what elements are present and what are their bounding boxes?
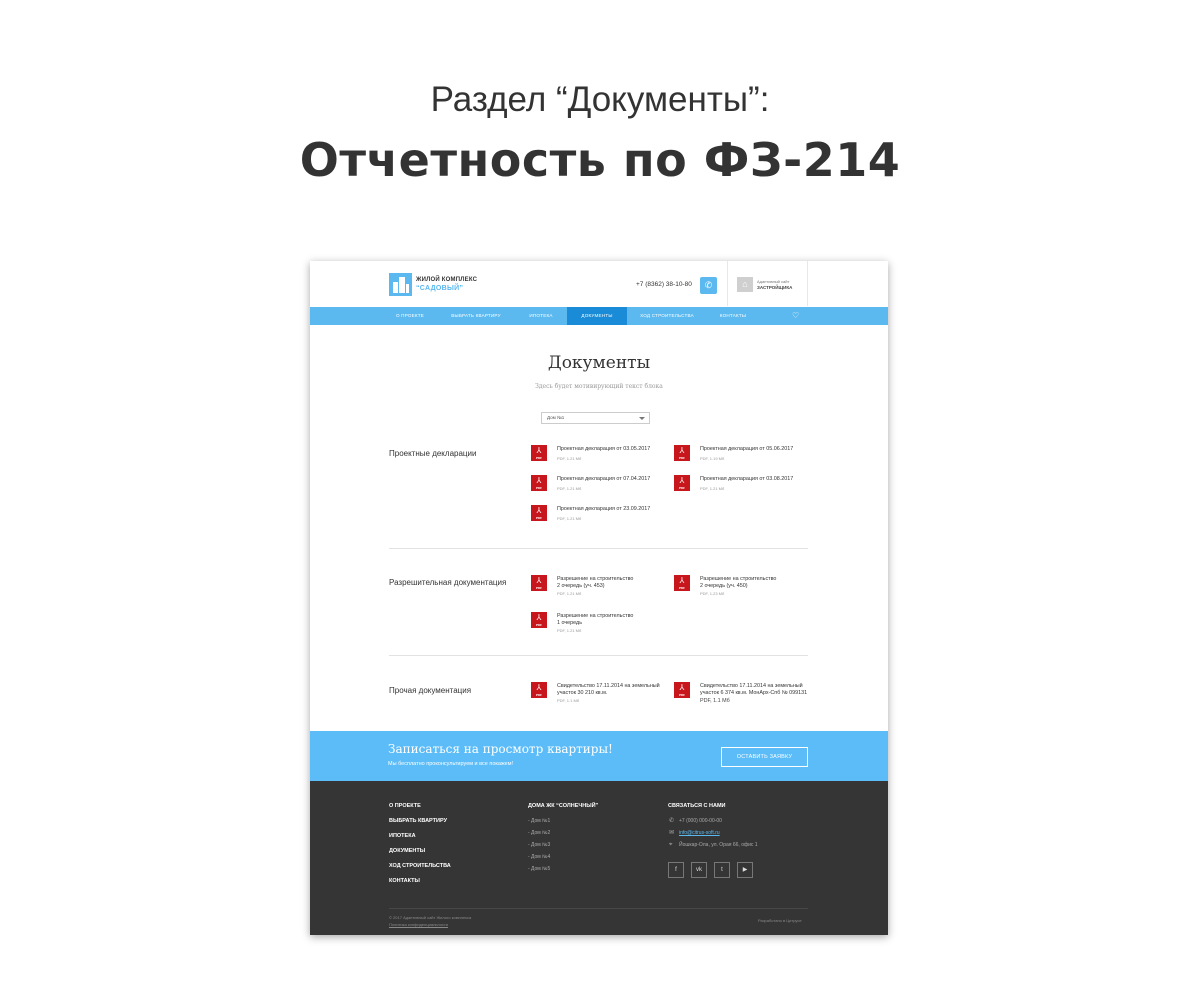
footer-phone[interactable]: +7 (000) 000-00-00 xyxy=(679,818,722,824)
documents-title: Документы xyxy=(547,353,651,373)
building-logo-icon[interactable] xyxy=(389,273,412,296)
hero-subtitle: Раздел “Документы”: xyxy=(430,80,770,119)
document-name[interactable]: Разрешение на строительство 2 очередь (уч. 450) xyxy=(700,576,777,589)
nav-item-mortgage[interactable]: ИПОТЕКА xyxy=(529,313,553,318)
footer-divider xyxy=(389,908,808,909)
section-label-other: Прочая документация xyxy=(389,686,472,695)
pdf-icon: ⅄ PDF xyxy=(531,575,547,591)
footer-link-about[interactable]: О ПРОЕКТЕ xyxy=(389,803,421,809)
footer-house-link[interactable]: - Дом №3 xyxy=(528,842,551,848)
pdf-icon: ⅄ PDF xyxy=(531,682,547,698)
document-meta: PDF, 1.1 Мб xyxy=(700,698,730,704)
developer-label: ЗАСТРОЙЩИКА xyxy=(757,285,793,290)
leave-request-button[interactable]: ОСТАВИТЬ ЗАЯВКУ xyxy=(721,747,808,767)
hero-title: Отчетность по ФЗ-214 xyxy=(299,133,901,187)
site-header xyxy=(310,261,888,306)
document-name[interactable]: Проектная декларация от 05.06.2017 xyxy=(700,446,794,452)
chevron-down-icon xyxy=(639,417,645,420)
pdf-icon: ⅄ PDF xyxy=(531,505,547,521)
heart-icon[interactable]: ♡ xyxy=(792,311,800,320)
document-meta: PDF, 1.21 Мб xyxy=(557,628,582,633)
footer-house-link[interactable]: - Дом №5 xyxy=(528,866,551,872)
nav-item-about[interactable]: О ПРОЕКТЕ xyxy=(395,313,425,318)
phone-icon: ✆ xyxy=(704,280,713,290)
header-phone[interactable]: +7 (8362) 38-10-80 xyxy=(636,281,692,288)
documents-subtitle: Здесь будет мотивирующий текст блока xyxy=(535,383,663,390)
main-nav xyxy=(310,307,888,325)
footer-contacts-heading: СВЯЗАТЬСЯ С НАМИ xyxy=(668,803,726,809)
house-select[interactable] xyxy=(541,412,650,424)
pdf-icon: ⅄ PDF xyxy=(674,575,690,591)
footer-link-documents[interactable]: ДОКУМЕНТЫ xyxy=(389,848,426,854)
vk-icon[interactable]: vk xyxy=(691,862,707,878)
footer-houses-heading: ДОМА ЖК “СОЛНЕЧНЫЙ” xyxy=(528,803,599,809)
footer-link-construction[interactable]: ХОД СТРОИТЕЛЬСТВА xyxy=(389,863,451,869)
document-meta: PDF, 1.21 Мб xyxy=(557,486,582,491)
nav-item-documents[interactable]: ДОКУМЕНТЫ xyxy=(567,307,627,325)
document-meta: PDF, 1.1 Мб xyxy=(557,698,580,703)
section-divider xyxy=(389,548,808,549)
privacy-policy-link[interactable]: Политика конфиденциальности xyxy=(389,922,449,927)
logo-line-1[interactable]: ЖИЛОЙ КОМПЛЕКС xyxy=(416,277,478,283)
footer-house-link[interactable]: - Дом №4 xyxy=(528,854,551,860)
section-label-project-declarations: Проектные декларации xyxy=(389,449,477,458)
house-select-value: Дом №1 xyxy=(547,415,565,420)
header-divider xyxy=(807,261,808,306)
pdf-icon: ⅄ PDF xyxy=(674,682,690,698)
footer-link-mortgage[interactable]: ИПОТЕКА xyxy=(389,833,416,839)
site-footer xyxy=(310,781,888,935)
developer-caption: Адаптивный сайт xyxy=(757,279,790,284)
document-name[interactable]: Проектная декларация от 07.04.2017 xyxy=(557,476,651,482)
youtube-icon[interactable]: ▶ xyxy=(737,862,753,878)
document-meta: PDF, 1.21 Мб xyxy=(557,591,582,596)
developed-by-link[interactable]: Разработано в Цитрусе xyxy=(758,918,802,923)
cta-subtitle: Мы бесплатно проконсультируем и все покажем! xyxy=(388,761,514,767)
footer-house-link[interactable]: - Дом №1 xyxy=(528,818,551,824)
footer-copyright: © 2017 Адаптивный сайт Жилого комплекса xyxy=(389,915,472,920)
pdf-icon: ⅄ PDF xyxy=(531,445,547,461)
mail-icon: ✉ xyxy=(669,830,675,836)
section-divider xyxy=(389,655,808,656)
nav-item-contacts[interactable]: КОНТАКТЫ xyxy=(719,313,747,318)
nav-item-construction[interactable]: ХОД СТРОИТЕЛЬСТВА xyxy=(640,313,694,318)
twitter-icon[interactable]: t xyxy=(714,862,730,878)
document-name[interactable]: Свидетельство 17.11.2014 на земельный участок 6 374 кв.м. МонАрх-Спб № 099131 xyxy=(700,683,808,696)
document-meta: PDF, 1.23 Мб xyxy=(700,591,725,596)
site-screenshot xyxy=(310,261,888,935)
pdf-icon: ⅄ PDF xyxy=(674,445,690,461)
nav-item-choose-apartment[interactable]: ВЫБРАТЬ КВАРТИРУ xyxy=(451,313,501,318)
phone-call-button[interactable] xyxy=(700,277,717,294)
document-meta: PDF, 1.19 Мб xyxy=(700,456,725,461)
section-label-permits: Разрешительная документация xyxy=(389,578,507,587)
document-name[interactable]: Свидетельство 17.11.2014 на земельный участок 30 210 кв.м. xyxy=(557,683,660,696)
document-meta: PDF, 1.21 Мб xyxy=(557,516,582,521)
footer-address: Йошкар-Ола, ул. Орая 66, офис 1 xyxy=(679,842,758,848)
facebook-icon[interactable]: f xyxy=(668,862,684,878)
phone-icon: ✆ xyxy=(669,818,675,824)
document-name[interactable]: Проектная декларация от 03.08.2017 xyxy=(700,476,794,482)
cta-title: Записаться на просмотр квартиры! xyxy=(388,742,613,756)
document-meta: PDF, 1.21 Мб xyxy=(700,486,725,491)
footer-house-link[interactable]: - Дом №2 xyxy=(528,830,551,836)
document-meta: PDF, 1.21 Мб xyxy=(557,456,582,461)
footer-email[interactable]: info@citrus-soft.ru xyxy=(679,830,720,836)
logo-line-2[interactable]: “САДОВЫЙ” xyxy=(416,285,464,292)
header-divider xyxy=(727,261,728,306)
footer-link-choose-apartment[interactable]: ВЫБРАТЬ КВАРТИРУ xyxy=(389,818,447,824)
crane-icon: ⌂ xyxy=(737,277,753,292)
document-name[interactable]: Проектная декларация от 23.09.2017 xyxy=(557,506,651,512)
footer-link-contacts[interactable]: КОНТАКТЫ xyxy=(389,878,420,884)
document-name[interactable]: Разрешение на строительство 1 очередь xyxy=(557,613,634,626)
pdf-icon: ⅄ PDF xyxy=(531,475,547,491)
pdf-icon: ⅄ PDF xyxy=(531,612,547,628)
document-name[interactable]: Разрешение на строительство 2 очередь (уч. 453) xyxy=(557,576,634,589)
pdf-icon: ⅄ PDF xyxy=(674,475,690,491)
location-pin-icon: ⌖ xyxy=(669,842,673,848)
cta-banner xyxy=(310,731,888,781)
document-name[interactable]: Проектная декларация от 03.05.2017 xyxy=(557,446,651,452)
